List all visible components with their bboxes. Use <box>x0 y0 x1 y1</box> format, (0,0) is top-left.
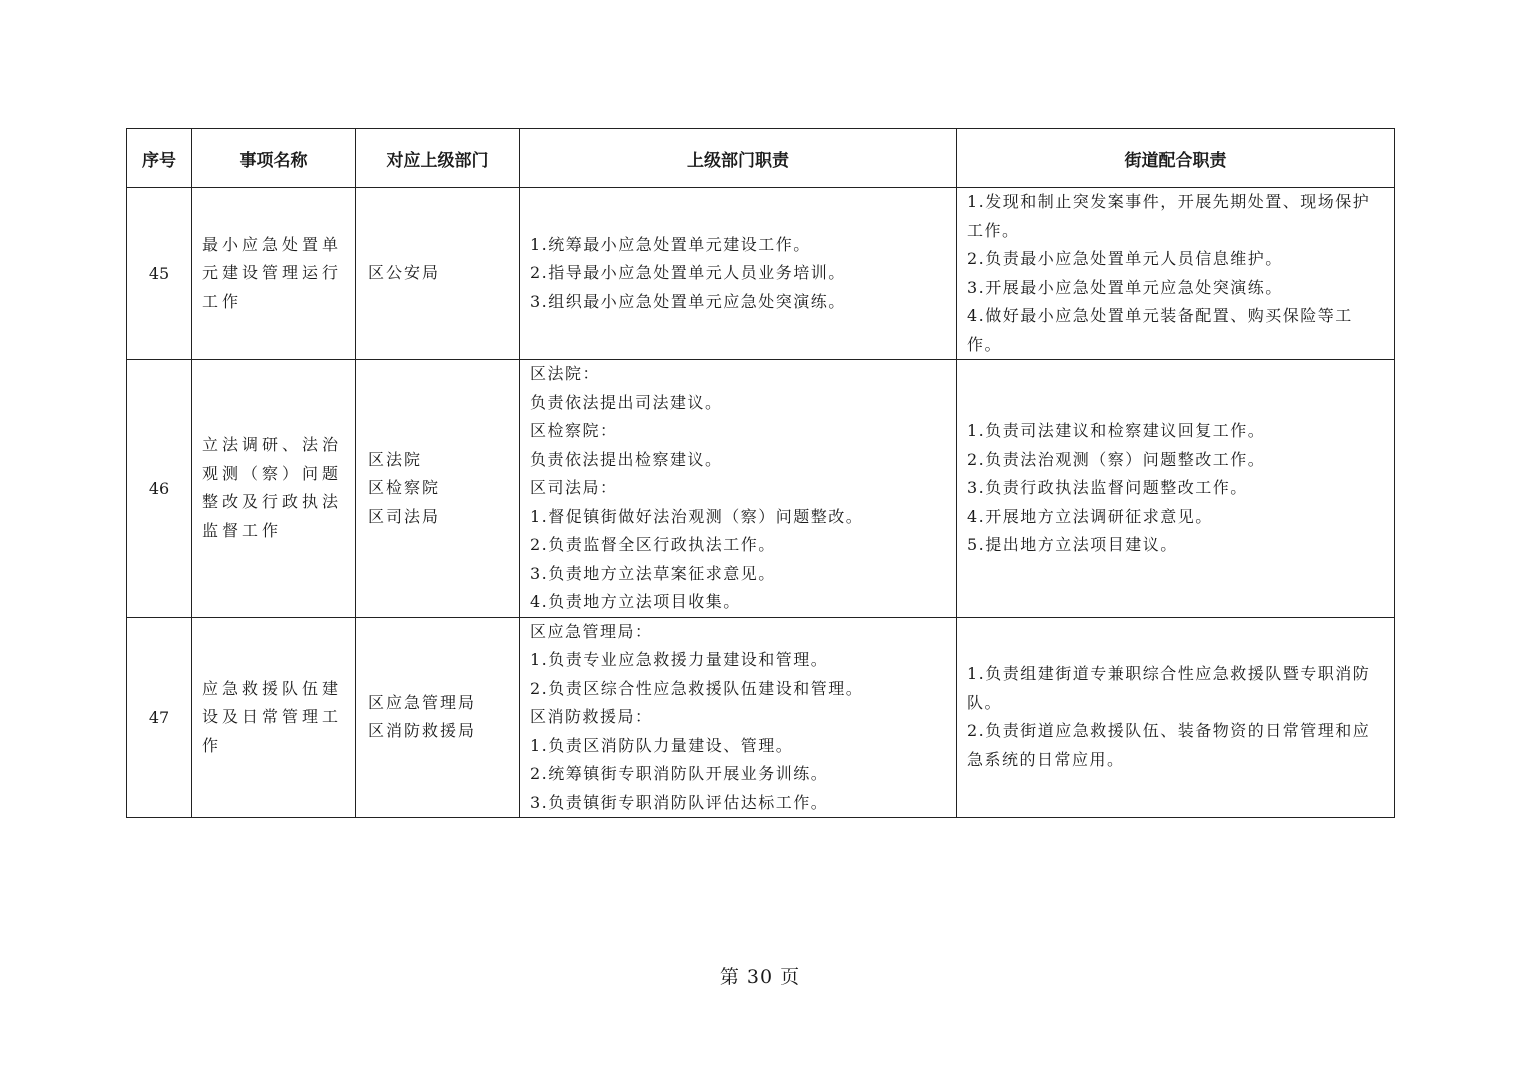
header-item-name: 事项名称 <box>192 129 356 188</box>
item-name: 立法调研、法治观测（察）问题整改及行政执法监督工作 <box>202 435 343 540</box>
coop-cell <box>957 617 1395 818</box>
duty-line: 区检察院： <box>530 421 618 440</box>
duty-line: 区应急管理局： <box>530 621 653 641</box>
duty-line: 4.负责地方立法项目收集。 <box>530 592 741 611</box>
duty-line: 1.督促镇街做好法治观测（察）问题整改。 <box>530 506 864 526</box>
duty-line: 区法院： <box>530 364 601 383</box>
coop-line: 2.负责街道应急救援队伍、装备物资的日常管理和应急系统的日常应用。 <box>967 721 1371 769</box>
dept-name: 区应急管理局 <box>368 692 477 712</box>
dept-cell <box>356 360 520 618</box>
dept-name: 区消防救援局 <box>368 721 477 741</box>
table-row <box>127 360 1395 618</box>
row-number: 47 <box>127 617 192 818</box>
page-number: 第 30 页 <box>719 966 801 988</box>
duty-line: 1.统筹最小应急处置单元建设工作。 <box>530 234 811 254</box>
dept-name: 区公安局 <box>368 263 441 283</box>
coop-line: 4.开展地方立法调研征求意见。 <box>967 506 1213 526</box>
dept-name: 区法院 <box>368 449 423 469</box>
duty-line: 1.负责区消防队力量建设、管理。 <box>530 735 794 755</box>
coop-line: 2.负责法治观测（察）问题整改工作。 <box>967 449 1266 469</box>
table-row <box>127 188 1395 360</box>
row-number: 46 <box>127 360 192 618</box>
coop-line: 2.负责最小应急处置单元人员信息维护。 <box>967 249 1283 268</box>
coop-line: 1.负责组建街道专兼职综合性应急救援队暨专职消防队。 <box>967 664 1371 712</box>
dept-name: 区检察院 <box>368 478 441 497</box>
duty-line: 1.负责专业应急救援力量建设和管理。 <box>530 650 829 669</box>
row-number: 45 <box>127 188 192 360</box>
duty-line: 2.负责监督全区行政执法工作。 <box>530 535 776 554</box>
duty-line: 2.指导最小应急处置单元人员业务培训。 <box>530 263 846 283</box>
duty-line: 区司法局： <box>530 478 618 497</box>
item-name-cell <box>192 188 356 360</box>
header-superior-dept: 对应上级部门 <box>356 129 520 188</box>
header-superior-duty: 上级部门职责 <box>520 129 957 188</box>
duty-cell <box>520 188 957 360</box>
duty-cell <box>520 617 957 818</box>
table-row <box>127 617 1395 818</box>
duty-line: 负责依法提出司法建议。 <box>530 392 723 412</box>
dept-cell <box>356 188 520 360</box>
item-name-cell <box>192 617 356 818</box>
duty-line: 区消防救援局： <box>530 707 653 726</box>
responsibility-table <box>126 128 1395 818</box>
header-no: 序号 <box>127 129 192 188</box>
item-name: 最小应急处置单元建设管理运行工作 <box>202 234 343 311</box>
dept-name: 区司法局 <box>368 506 441 526</box>
coop-line: 4.做好最小应急处置单元装备配置、购买保险等工作。 <box>967 306 1353 354</box>
duty-line: 3.组织最小应急处置单元应急处突演练。 <box>530 291 846 311</box>
coop-cell <box>957 360 1395 618</box>
duty-line: 负责依法提出检察建议。 <box>530 449 723 469</box>
coop-line: 1.负责司法建议和检察建议回复工作。 <box>967 421 1266 440</box>
duty-line: 2.负责区综合性应急救援队伍建设和管理。 <box>530 678 864 698</box>
coop-line: 3.开展最小应急处置单元应急处突演练。 <box>967 277 1283 297</box>
item-name-cell <box>192 360 356 618</box>
coop-cell <box>957 188 1395 360</box>
coop-line: 5.提出地方立法项目建议。 <box>967 535 1178 554</box>
coop-line: 3.负责行政执法监督问题整改工作。 <box>967 478 1248 497</box>
duty-line: 2.统筹镇街专职消防队开展业务训练。 <box>530 764 829 783</box>
coop-line: 1.发现和制止突发案事件，开展先期处置、现场保护工作。 <box>967 192 1371 240</box>
header-street-coop: 街道配合职责 <box>957 129 1395 188</box>
table-header-row <box>127 129 1395 188</box>
dept-cell <box>356 617 520 818</box>
duty-line: 3.负责地方立法草案征求意见。 <box>530 563 776 583</box>
item-name: 应急救援队伍建设及日常管理工作 <box>202 678 343 755</box>
duty-line: 3.负责镇街专职消防队评估达标工作。 <box>530 792 829 812</box>
duty-cell <box>520 360 957 618</box>
